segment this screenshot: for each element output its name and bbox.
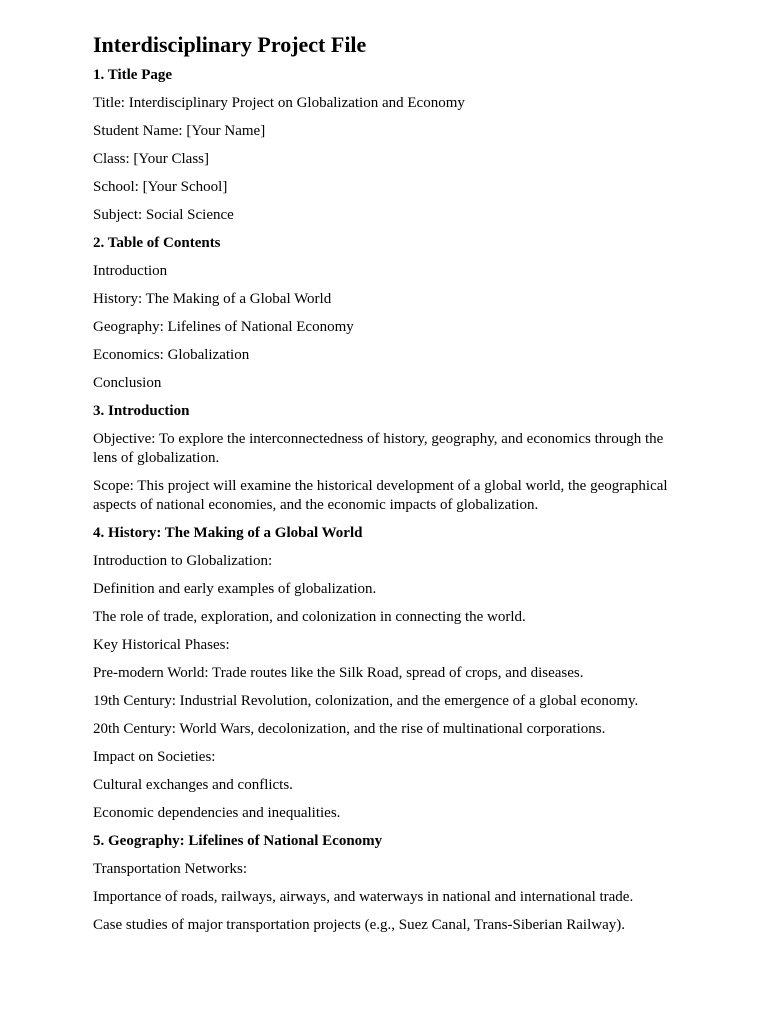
history-line: Pre-modern World: Trade routes like the Silk Road, spread of crops, and diseases. (93, 665, 584, 681)
title-page-line: Class: [Your Class] (93, 151, 209, 167)
history-line: Cultural exchanges and conflicts. (93, 777, 293, 793)
document-title: Interdisciplinary Project File (93, 32, 367, 57)
history-line: Definition and early examples of globalization. (93, 581, 377, 597)
toc-item: Conclusion (93, 375, 162, 391)
history-line: Impact on Societies: (93, 749, 216, 765)
title-page-line: Title: Interdisciplinary Project on Globalization and Economy (93, 95, 465, 111)
section-heading-history: 4. History: The Making of a Global World (93, 525, 363, 541)
toc-item: Geography: Lifelines of National Economy (93, 319, 354, 335)
history-line: Key Historical Phases: (93, 637, 230, 653)
title-page-line: Student Name: [Your Name] (93, 123, 266, 139)
introduction-paragraph: Scope: This project will examine the historical development of a global world, the geographical aspects of national economies, and the economic impacts of globalization. (93, 478, 668, 513)
geography-line: Transportation Networks: (93, 861, 248, 877)
history-line: Economic dependencies and inequalities. (93, 805, 341, 821)
title-page-line: School: [Your School] (93, 179, 228, 195)
introduction-paragraph: Objective: To explore the interconnectedness of history, geography, and economics through the lens of globalization. (93, 431, 664, 466)
toc-item: Economics: Globalization (93, 347, 250, 363)
geography-line: Case studies of major transportation projects (e.g., Suez Canal, Trans-Siberian Railway). (93, 917, 625, 933)
section-heading-toc: 2. Table of Contents (93, 235, 221, 251)
section-heading-introduction: 3. Introduction (93, 403, 190, 419)
history-line: 19th Century: Industrial Revolution, colonization, and the emergence of a global economy. (93, 693, 639, 709)
toc-item: Introduction (93, 263, 168, 279)
history-line: 20th Century: World Wars, decolonization, and the rise of multinational corporations. (93, 721, 606, 737)
section-heading-geography: 5. Geography: Lifelines of National Economy (93, 833, 383, 849)
history-line: The role of trade, exploration, and colonization in connecting the world. (93, 609, 526, 625)
history-line: Introduction to Globalization: (93, 553, 273, 569)
toc-item: History: The Making of a Global World (93, 291, 332, 307)
geography-line: Importance of roads, railways, airways, and waterways in national and international trade. (93, 889, 634, 905)
section-heading-title-page: 1. Title Page (93, 67, 173, 83)
document-page (93, 30, 683, 944)
title-page-line: Subject: Social Science (93, 207, 234, 223)
